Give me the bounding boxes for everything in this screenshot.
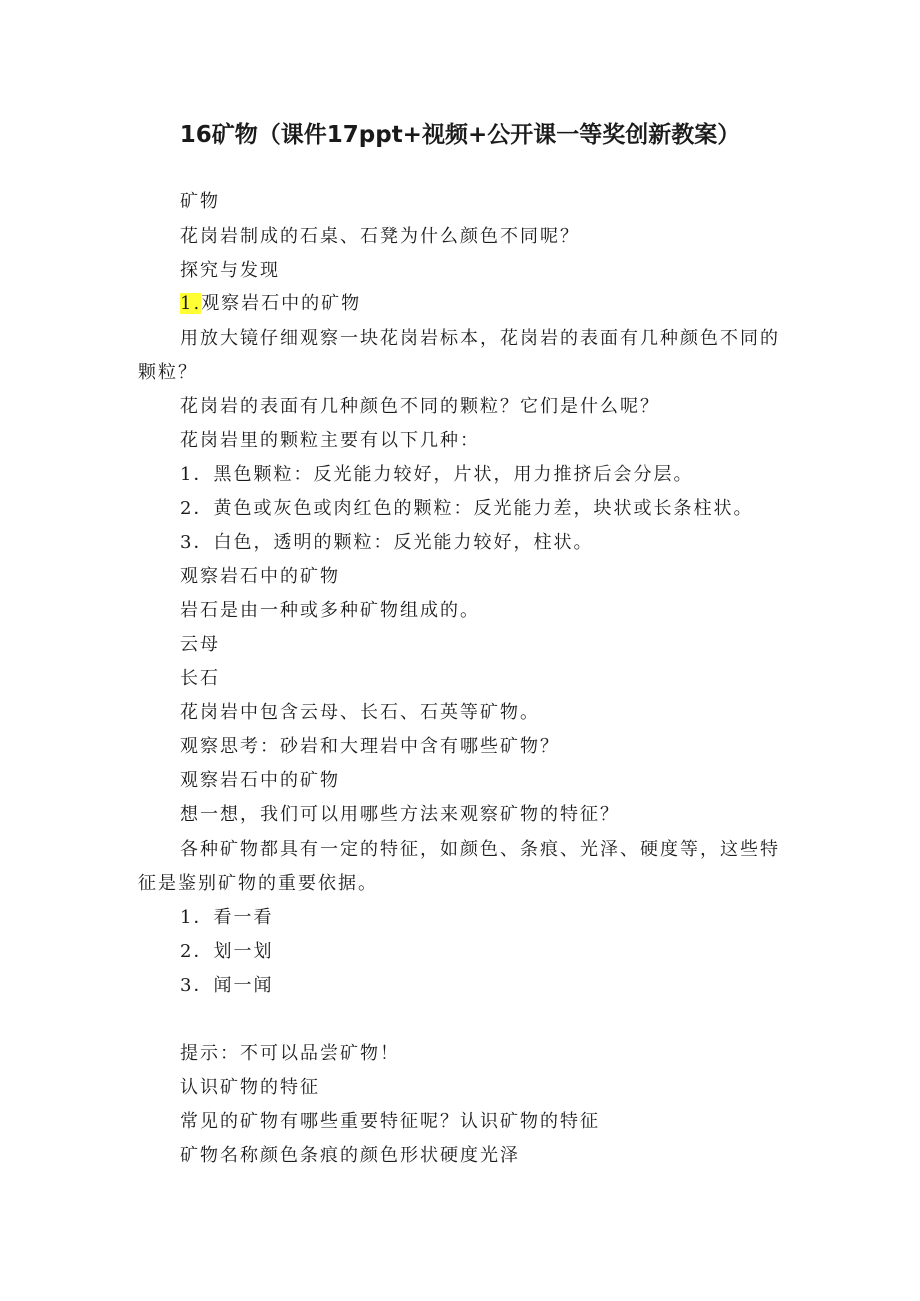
text-line: 想一想，我们可以用哪些方法来观察矿物的特征？ [180,804,620,825]
text-line: 认识矿物的特征 [180,1077,320,1098]
text-line: 用放大镜仔细观察一块花岗岩标本，花岗岩的表面有几种颜色不同的 [180,328,780,349]
text-line: 观察岩石中的矿物 [180,566,340,587]
list-item: 1．看一看 [180,907,274,928]
text-line: 长石 [180,668,220,689]
text-line: 花岗岩制成的石桌、石凳为什么颜色不同呢？ [180,226,580,247]
text-line: 矿物名称颜色条痕的颜色形状硬度光泽 [180,1145,520,1166]
highlighted-heading [180,292,361,316]
text-line: 观察思考：砂岩和大理岩中含有哪些矿物？ [180,736,560,757]
list-item: 3．闻一闻 [180,975,274,996]
text-line-continued: 征是鉴别矿物的重要依据。 [138,873,378,894]
text-line: 云母 [180,634,220,655]
heading-text: 观察岩石中的矿物 [201,293,362,314]
text-line: 矿物 [180,191,220,212]
text-line-continued: 颗粒？ [138,362,198,383]
list-item: 2．划一划 [180,941,274,962]
text-line: 花岗岩里的颗粒主要有以下几种： [180,430,480,451]
list-item: 3．白色，透明的颗粒：反光能力较好，柱状。 [180,532,594,553]
highlight-number: 1. [180,293,202,314]
text-line: 探究与发现 [180,260,280,281]
text-line: 常见的矿物有哪些重要特征呢？认识矿物的特征 [180,1111,600,1132]
list-item: 2．黄色或灰色或肉红色的颗粒：反光能力差，块状或长条柱状。 [180,498,754,519]
document-title: 16矿物（课件17ppt+视频+公开课一等奖创新教案） [179,122,741,148]
text-line: 各种矿物都具有一定的特征，如颜色、条痕、光泽、硬度等，这些特 [180,839,780,860]
text-line: 花岗岩的表面有几种颜色不同的颗粒？它们是什么呢？ [180,396,660,417]
list-item: 1．黑色颗粒：反光能力较好，片状，用力推挤后会分层。 [180,464,694,485]
text-line: 观察岩石中的矿物 [180,770,340,791]
text-line: 花岗岩中包含云母、长石、石英等矿物。 [180,702,540,723]
text-line: 岩石是由一种或多种矿物组成的。 [180,600,480,621]
text-line: 提示：不可以品尝矿物！ [180,1043,400,1064]
